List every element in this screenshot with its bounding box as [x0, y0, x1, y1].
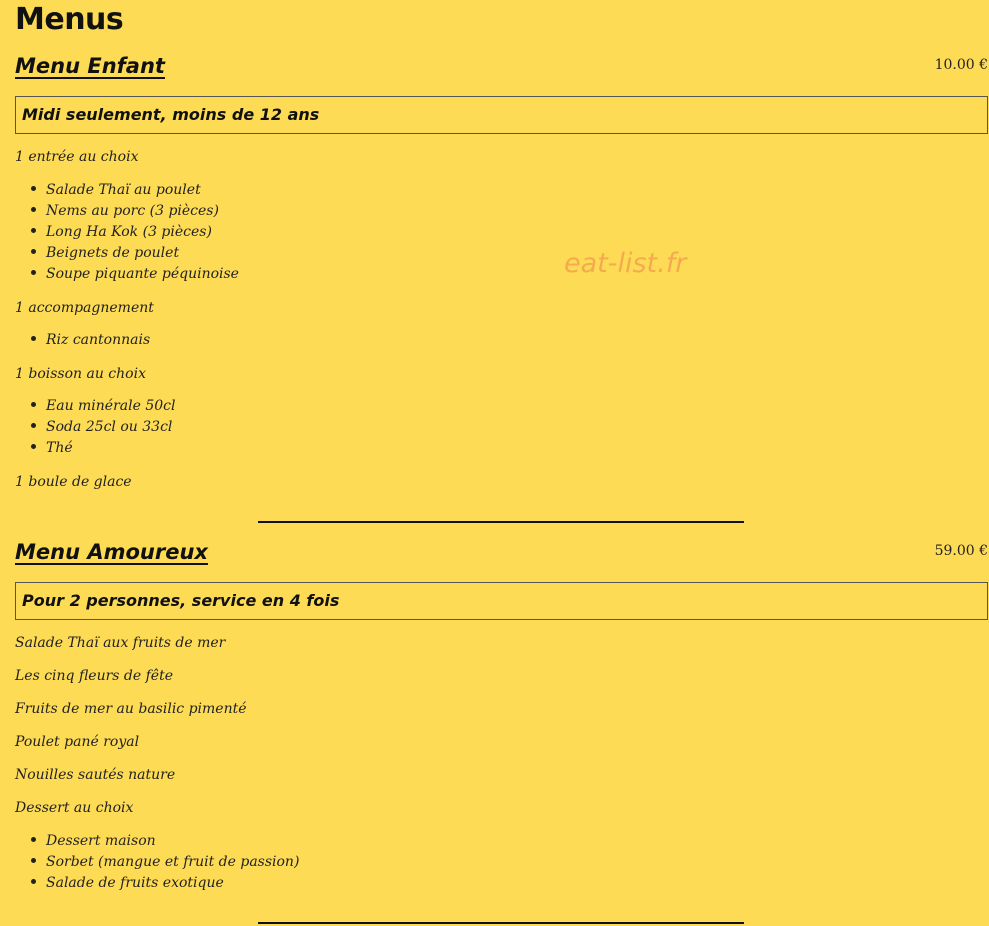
section-label: 1 boule de glace — [15, 474, 132, 490]
list-item: Salade Thaï au poulet — [31, 182, 201, 198]
section-label: Dessert au choix — [15, 800, 134, 816]
list-item: Nems au porc (3 pièces) — [31, 203, 219, 219]
menu-divider — [258, 521, 744, 523]
section-label: Nouilles sautés nature — [15, 767, 176, 783]
menu-title: Menu Enfant — [15, 54, 165, 78]
list-item: Thé — [31, 440, 73, 456]
section-label: Poulet pané royal — [15, 734, 140, 750]
section-label: Les cinq fleurs de fête — [15, 668, 174, 684]
section-label: Salade Thaï aux fruits de mer — [15, 635, 226, 651]
menu-title: Menu Amoureux — [15, 540, 208, 564]
menu-price: 59.00 € — [934, 543, 988, 559]
menu-note: Midi seulement, moins de 12 ans — [15, 96, 988, 134]
list-item: Dessert maison — [31, 833, 156, 849]
list-item: Soda 25cl ou 33cl — [31, 419, 172, 435]
section-label: 1 entrée au choix — [15, 149, 139, 165]
list-item: Riz cantonnais — [31, 332, 150, 348]
watermark: eat-list.fr — [564, 248, 687, 279]
list-item: Long Ha Kok (3 pièces) — [31, 224, 212, 240]
list-item: Beignets de poulet — [31, 245, 179, 261]
list-item: Eau minérale 50cl — [31, 398, 175, 414]
menu-note: Pour 2 personnes, service en 4 fois — [15, 582, 988, 620]
page-title: Menus — [15, 2, 124, 37]
menu-price: 10.00 € — [934, 57, 988, 73]
section-label: Fruits de mer au basilic pimenté — [15, 701, 247, 717]
section-label: 1 boisson au choix — [15, 366, 146, 382]
menu-divider — [258, 922, 744, 924]
list-item: Salade de fruits exotique — [31, 875, 224, 891]
list-item: Sorbet (mangue et fruit de passion) — [31, 854, 299, 870]
section-label: 1 accompagnement — [15, 300, 154, 316]
list-item: Soupe piquante péquinoise — [31, 266, 239, 282]
